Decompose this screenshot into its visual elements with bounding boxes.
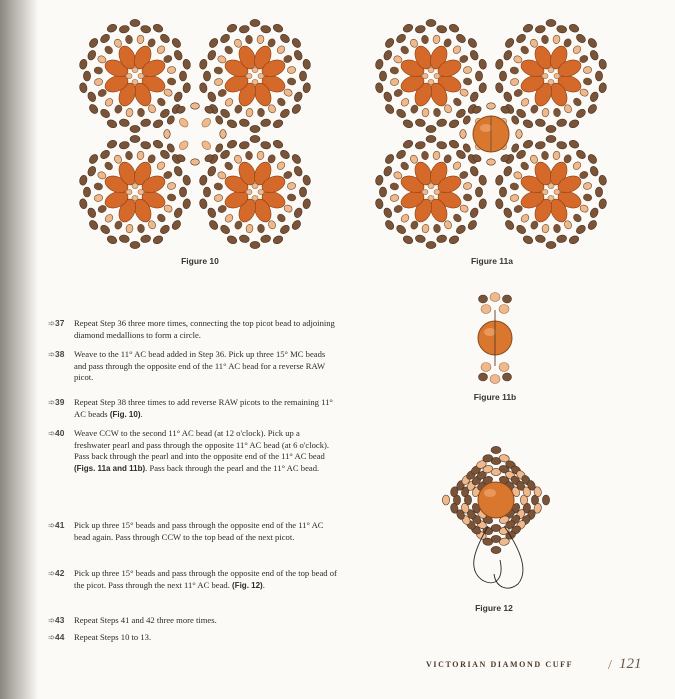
step-number: ➾42 [48,568,65,578]
medallion [375,135,488,248]
step-text: Pick up three 15° beads and pass through the opposite end of the 11° AC bead again. Pass through CCW to the top bead of the next picot. [74,520,324,542]
figure-11b-illustration [470,290,520,386]
medallion [495,19,608,132]
book-section-title: VICTORIAN DIAMOND CUFF [426,660,574,669]
figure-12-caption: Figure 12 [475,603,513,613]
step-text: Pick up three 15° beads and pass through the opposite end of the top bead of the picot. Pass through the next 11° AC bead. (Fig. 12). [74,568,337,590]
figure-11a-illustration [364,16,618,252]
figure-11a-caption: Figure 11a [470,256,514,266]
center-pearl [478,310,512,366]
step-41 [48,520,338,543]
step-number: ➾39 [48,397,65,407]
step-number: ➾37 [48,318,65,328]
figure-10-caption: Figure 10 [181,256,219,266]
step-number: ➾40 [48,428,65,438]
medallion [495,135,608,248]
step-42 [48,568,338,591]
center-pearl [478,482,514,518]
figure-10-illustration [68,16,322,252]
step-39 [48,397,338,420]
medallion [79,135,192,248]
step-number: ➾41 [48,520,65,530]
step-number: ➾38 [48,349,65,359]
step-text: Repeat Steps 41 and 42 three more times. [74,615,217,625]
step-37 [48,318,338,341]
step-number: ➾44 [48,632,65,642]
figure-12-illustration [426,428,566,600]
step-text: Repeat Step 36 three more times, connecting the top picot bead to adjoining diamond medallions to form a circle. [74,318,335,340]
step-text: Repeat Step 38 three times to add reverse RAW picots to the remaining 11° AC beads (Fig. 10). [74,397,333,419]
step-38 [48,349,338,384]
medallion [199,135,312,248]
step-number: ➾43 [48,615,65,625]
center-pearl [473,116,509,152]
step-text: Weave CCW to the second 11° AC bead (at 12 o'clock). Pick up a freshwater pearl and pass through the opposite 11° AC bead (at 6 o'clock). Pass back through the pearl and into the opposite end of the 11° AC bead (Figs. 11a and 11b). Pass back through the pearl and the 11° AC bead. [74,428,330,473]
step-text: Weave to the 11° AC bead added in Step 36. Pick up three 15° MC beads and pass through the opposite end of the 11° AC bead for a reverse RAW picot. [74,349,326,383]
page-footer [426,656,666,676]
binding-gutter [0,0,38,699]
step-40 [48,428,338,474]
step-43 [48,615,338,627]
step-44 [48,632,338,644]
medallion [199,19,312,132]
step-text: Repeat Steps 10 to 13. [74,632,152,642]
medallion [375,19,488,132]
medallion [79,19,192,132]
figure-11b-caption: Figure 11b [473,392,517,402]
page-number: 121 [619,656,642,672]
footer-separator: / [608,658,612,673]
